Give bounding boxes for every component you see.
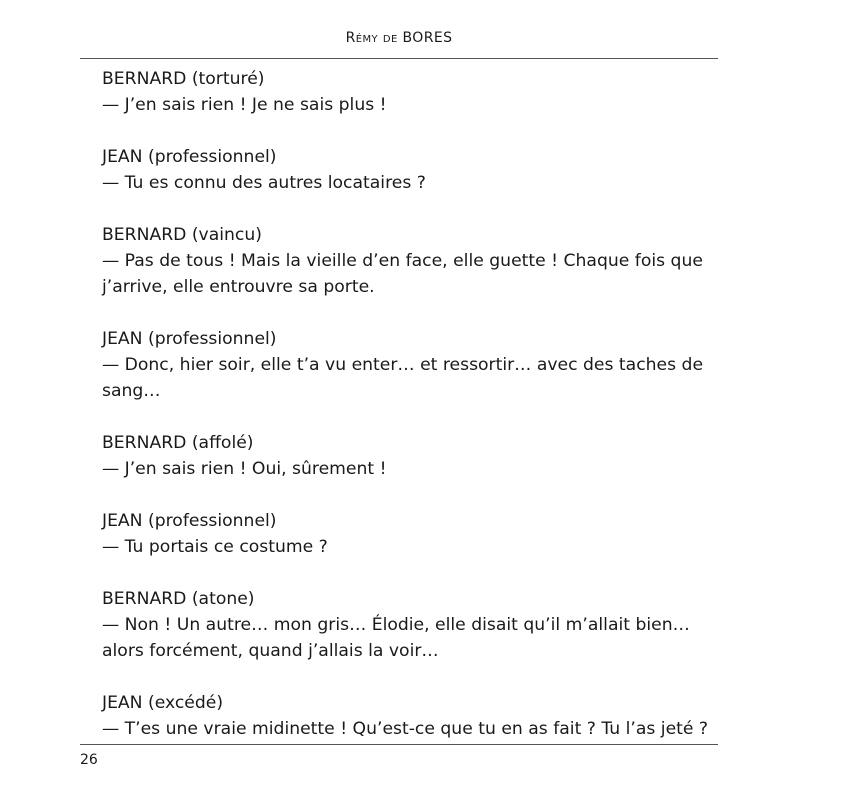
footer-rule <box>80 744 718 745</box>
header-rule <box>80 58 718 59</box>
dialogue-block <box>102 586 722 664</box>
dialogue-line: j’arrive, elle entrouvre sa porte. <box>102 277 375 297</box>
speaker-name: JEAN (excédé) <box>102 693 224 713</box>
dialogue-block <box>102 144 722 196</box>
dialogue-line: alors forcément, quand j’allais la voir… <box>102 641 439 661</box>
dialogue-line: — Donc, hier soir, elle t’a vu enter… et ressortir… avec des taches de <box>102 355 704 375</box>
author-first-name: Rémy de <box>345 30 398 46</box>
author-last-name: BORES <box>402 30 453 46</box>
speaker-name: JEAN (professionnel) <box>102 511 277 531</box>
running-head <box>80 30 718 46</box>
dialogue-block <box>102 430 722 482</box>
dialogue-line: — Tu es connu des autres locataires ? <box>102 173 426 193</box>
dialogue-line: — T’es une vraie midinette ! Qu’est-ce que tu en as fait ? Tu l’as jeté ? <box>102 719 709 739</box>
dialogue-line: — Non ! Un autre… mon gris… Élodie, elle disait qu’il m’allait bien… <box>102 615 690 635</box>
dialogue-line: sang… <box>102 381 161 401</box>
dialogue-line: — Pas de tous ! Mais la vieille d’en face, elle guette ! Chaque fois que <box>102 251 703 271</box>
dialogue-line: — Tu portais ce costume ? <box>102 537 328 557</box>
dialogue-block <box>102 508 722 560</box>
dialogue-block <box>102 690 722 742</box>
speaker-name: JEAN (professionnel) <box>102 147 277 167</box>
page-number: 26 <box>80 752 98 768</box>
speaker-name: BERNARD (vaincu) <box>102 225 262 245</box>
dialogue-line: — J’en sais rien ! Je ne sais plus ! <box>102 95 387 115</box>
dialogue-block <box>102 222 722 300</box>
speaker-name: JEAN (professionnel) <box>102 329 277 349</box>
speaker-name: BERNARD (torturé) <box>102 69 265 89</box>
speaker-name: BERNARD (affolé) <box>102 433 254 453</box>
dialogue-body <box>102 66 722 768</box>
speaker-name: BERNARD (atone) <box>102 589 255 609</box>
dialogue-line: — J’en sais rien ! Oui, sûrement ! <box>102 459 387 479</box>
dialogue-block <box>102 326 722 404</box>
dialogue-block <box>102 66 722 118</box>
